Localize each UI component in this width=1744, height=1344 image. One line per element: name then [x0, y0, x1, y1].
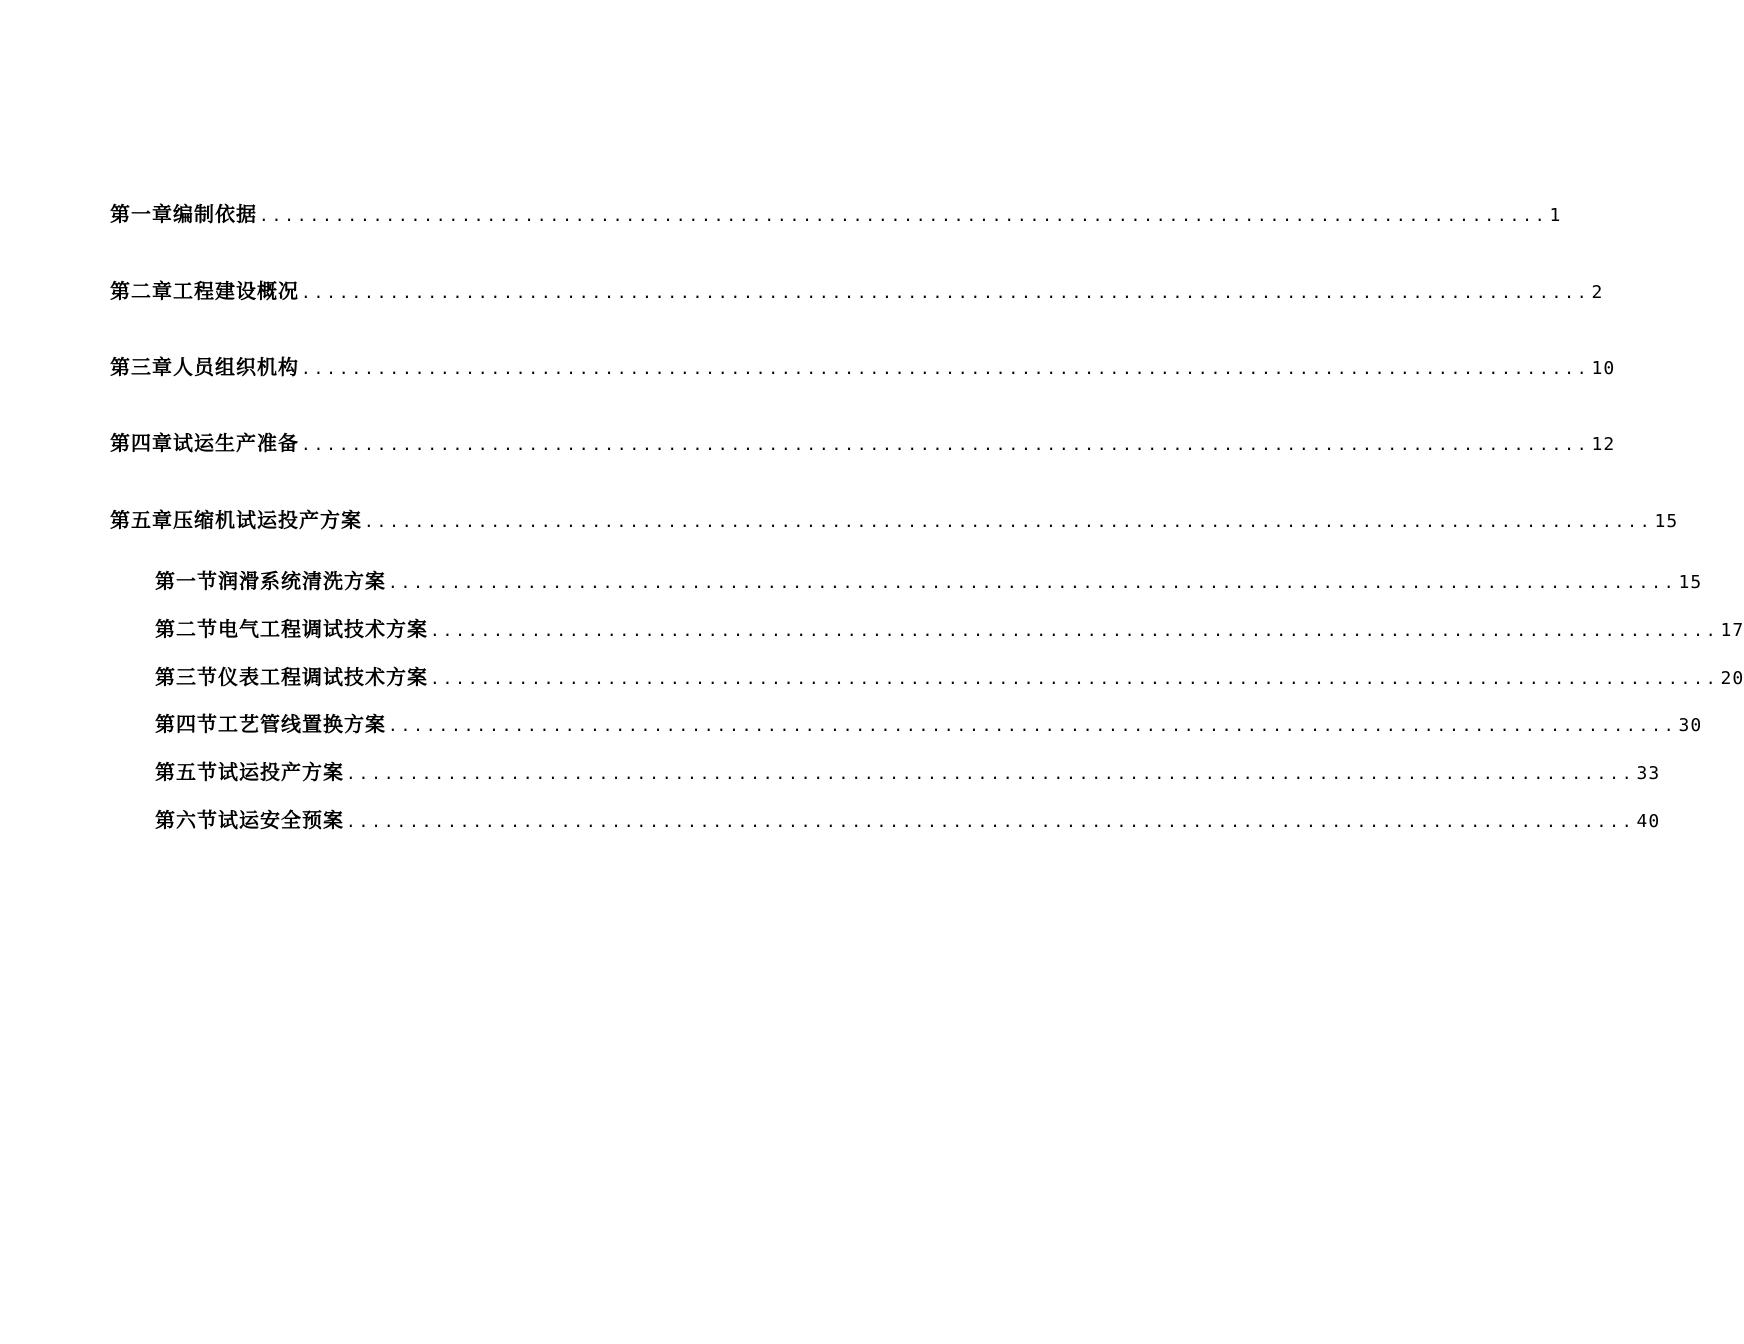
toc-entry-page-number: 15 — [1678, 572, 1703, 593]
toc-entry-label: 第三节 — [155, 665, 218, 689]
toc-entry-title: 电气工程调试技术方案 — [218, 617, 428, 641]
toc-entry-page-number: 20 — [1720, 668, 1744, 689]
toc-entry-chapter-3[interactable] — [110, 355, 1616, 379]
toc-entry-page-number: 17 — [1720, 620, 1744, 641]
toc-entry-chapter-4[interactable] — [110, 431, 1616, 455]
toc-entry-chapter-5[interactable] — [110, 508, 1679, 532]
toc-entry-title: 润滑系统清洗方案 — [218, 569, 386, 593]
dot-leader: ...................................................................................................... — [301, 283, 1590, 302]
toc-entry-page-number: 2 — [1591, 282, 1604, 303]
toc-entry-title: 编制依据 — [173, 202, 257, 226]
toc-entry-page-number: 10 — [1591, 358, 1616, 379]
toc-entry-title: 人员组织机构 — [173, 355, 299, 379]
toc-entry-chapter-1[interactable] — [110, 202, 1562, 226]
toc-entry-page-number: 1 — [1549, 205, 1562, 226]
toc-entry-section-4[interactable] — [155, 712, 1703, 736]
toc-entry-title: 工程建设概况 — [173, 279, 299, 303]
toc-entry-title: 试运生产准备 — [173, 431, 299, 455]
toc-entry-page-number: 30 — [1678, 715, 1703, 736]
dot-leader: ...................................................................................................... — [364, 512, 1653, 531]
toc-entry-label: 第一章 — [110, 202, 173, 226]
dot-leader: ...................................................................................................... — [346, 764, 1635, 783]
dot-leader: ...................................................................................................... — [430, 669, 1719, 688]
toc-entry-section-5[interactable] — [155, 760, 1661, 784]
toc-entry-page-number: 15 — [1654, 511, 1679, 532]
dot-leader: ...................................................................................................... — [301, 435, 1590, 454]
toc-entry-chapter-2[interactable] — [110, 279, 1604, 303]
toc-entry-label: 第五章 — [110, 508, 173, 532]
toc-entry-label: 第四节 — [155, 712, 218, 736]
toc-entry-page-number: 33 — [1636, 763, 1661, 784]
toc-entry-title: 仪表工程调试技术方案 — [218, 665, 428, 689]
toc-entry-page-number: 40 — [1636, 811, 1661, 832]
toc-entry-section-1[interactable] — [155, 569, 1703, 593]
toc-entry-label: 第五节 — [155, 760, 218, 784]
dot-leader: ...................................................................................................... — [388, 573, 1677, 592]
toc-entry-title: 工艺管线置换方案 — [218, 712, 386, 736]
toc-entry-title: 试运投产方案 — [218, 760, 344, 784]
toc-entry-label: 第二节 — [155, 617, 218, 641]
dot-leader: ...................................................................................................... — [346, 812, 1635, 831]
toc-entry-section-6[interactable] — [155, 808, 1661, 832]
toc-entry-label: 第二章 — [110, 279, 173, 303]
toc-entry-section-2[interactable] — [155, 617, 1744, 641]
dot-leader: ...................................................................................................... — [388, 716, 1677, 735]
toc-entry-label: 第三章 — [110, 355, 173, 379]
toc-entry-label: 第六节 — [155, 808, 218, 832]
toc-entry-title: 试运安全预案 — [218, 808, 344, 832]
toc-entry-section-3[interactable] — [155, 665, 1744, 689]
dot-leader: ...................................................................................................... — [430, 621, 1719, 640]
toc-entry-title: 压缩机试运投产方案 — [173, 508, 362, 532]
dot-leader: ...................................................................................................... — [259, 206, 1548, 225]
dot-leader: ...................................................................................................... — [301, 359, 1590, 378]
toc-entry-page-number: 12 — [1591, 434, 1616, 455]
toc-entry-label: 第四章 — [110, 431, 173, 455]
toc-entry-label: 第一节 — [155, 569, 218, 593]
